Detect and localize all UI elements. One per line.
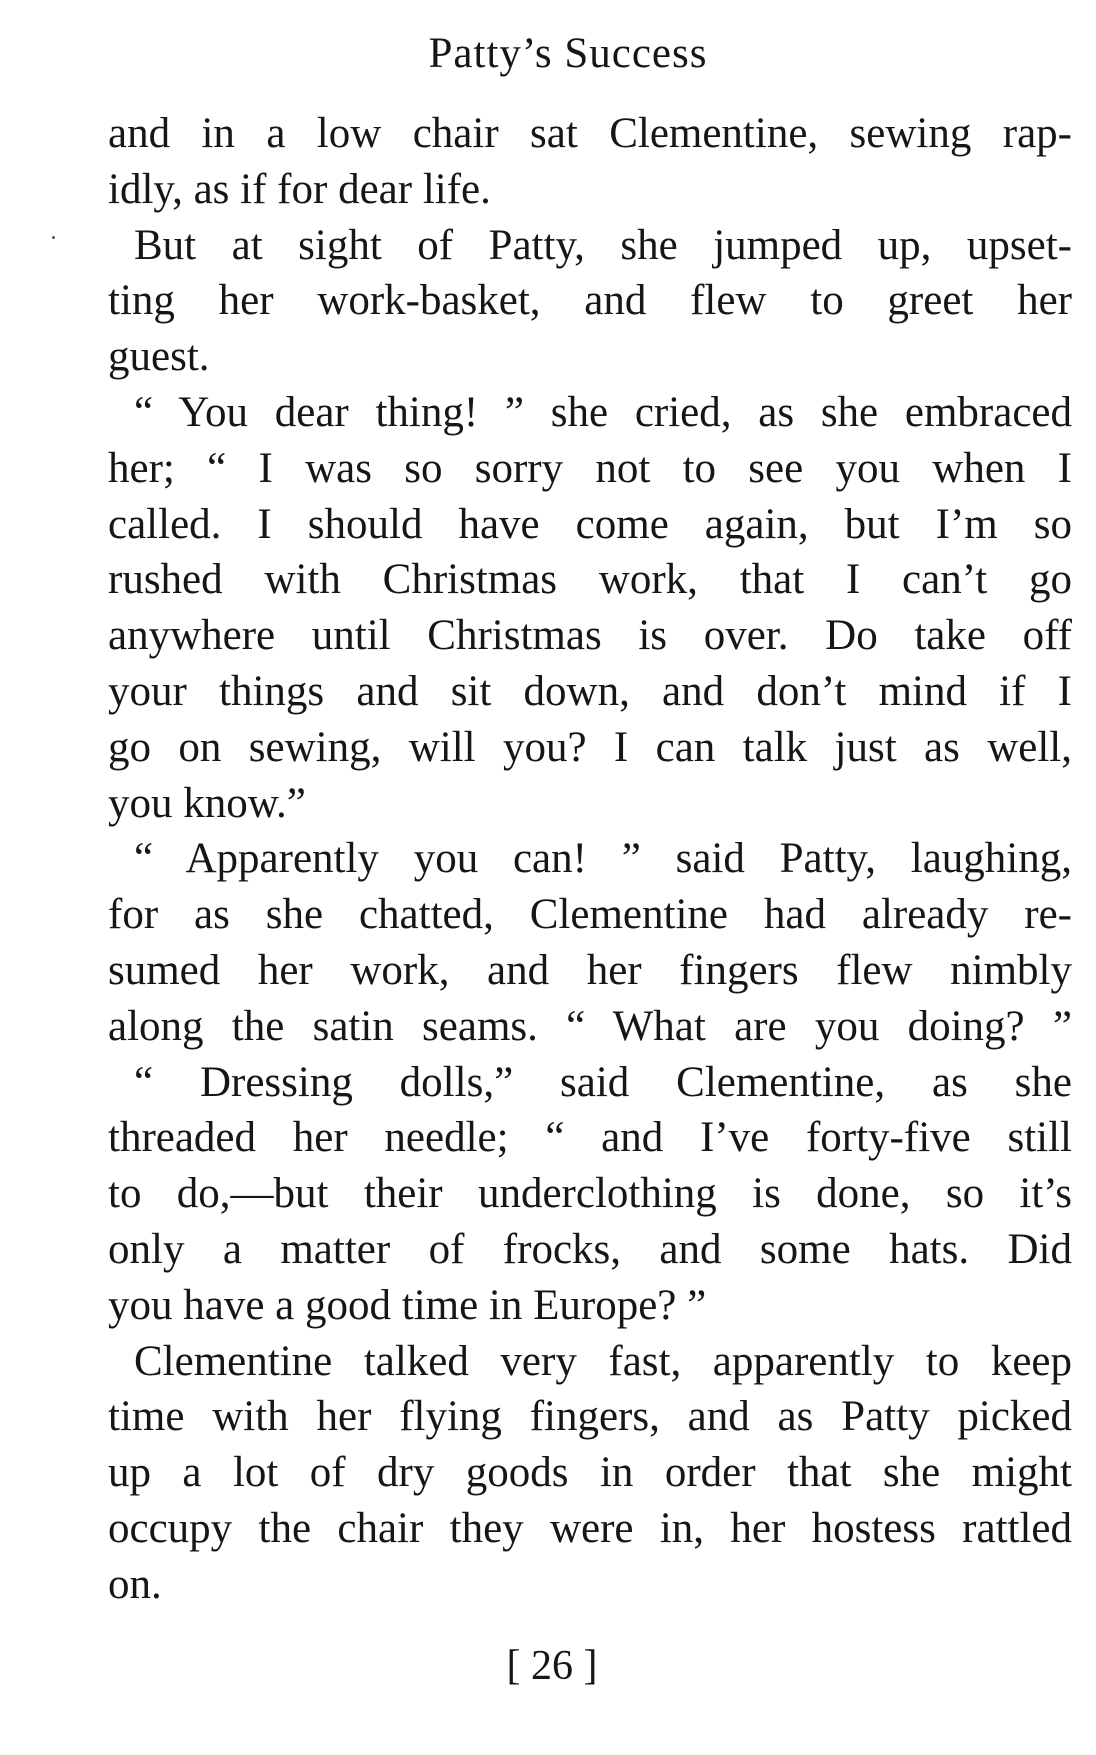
text-line: you have a good time in Europe? ” <box>108 1281 707 1329</box>
text-line: But at sight of Patty, she jumped up, upset- <box>134 221 1072 269</box>
text-line: to do,—but their underclothing is done, so it’s <box>108 1170 1072 1218</box>
text-line: and in a low chair sat Clementine, sewing rap- <box>108 110 1072 157</box>
text-line: you know.” <box>108 779 306 827</box>
text-line: up a lot of dry goods in order that she might <box>108 1449 1072 1497</box>
text-line: anywhere until Christmas is over. Do take off <box>108 612 1072 660</box>
text-line: called. I should have come again, but I’m so <box>108 500 1072 548</box>
text-line: ting her work-basket, and flew to greet her <box>108 277 1072 325</box>
text-line: along the satin seams. “ What are you doing? ” <box>108 1002 1072 1050</box>
text-line: your things and sit down, and don’t mind if I <box>108 667 1072 715</box>
text-line: occupy the chair they were in, her hostess rattled <box>108 1504 1072 1552</box>
text-line: go on sewing, will you? I can talk just as well, <box>108 723 1072 771</box>
text-line: idly, as if for dear life. <box>108 165 491 213</box>
text-line: Clementine talked very fast, apparently to keep <box>134 1337 1072 1385</box>
running-head: Patty’s Success <box>428 30 708 77</box>
print-speck <box>52 236 55 239</box>
text-line: on. <box>108 1560 162 1608</box>
text-line: sumed her work, and her fingers flew nimbly <box>108 946 1072 994</box>
text-line: time with her flying fingers, and as Patty picked <box>108 1393 1072 1441</box>
text-line: threaded her needle; “ and I’ve forty-five still <box>108 1114 1072 1162</box>
text-line: “ You dear thing! ” she cried, as she embraced <box>134 388 1072 436</box>
text-line: her; “ I was so sorry not to see you when I <box>108 444 1072 492</box>
text-line: guest. <box>108 333 210 381</box>
text-line: only a matter of frocks, and some hats. Did <box>108 1225 1072 1273</box>
text-line: for as she chatted, Clementine had already re- <box>108 891 1072 939</box>
text-line: rushed with Christmas work, that I can’t go <box>108 556 1072 604</box>
page-number: [ 26 ] <box>506 1643 598 1689</box>
text-line: “ Dressing dolls,” said Clementine, as she <box>134 1058 1072 1106</box>
text-line: “ Apparently you can! ” said Patty, laughing, <box>134 835 1072 883</box>
body-text <box>108 106 1072 1613</box>
